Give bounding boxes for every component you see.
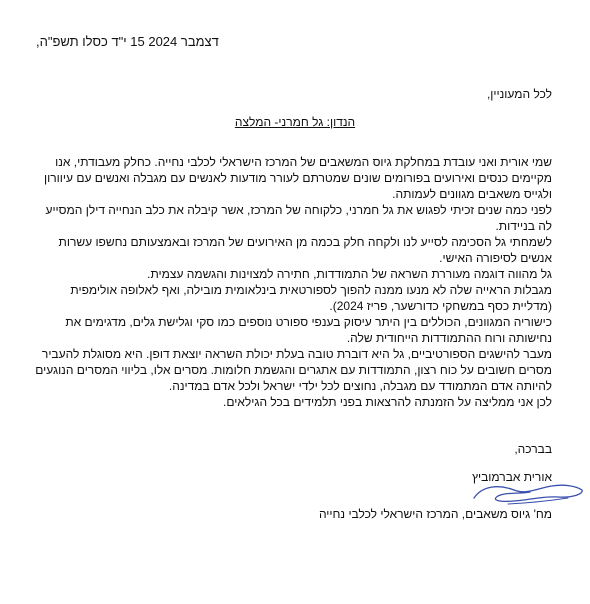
body-paragraph: כישוריה המגוונים, הכוללים בין היתר עיסוק בענפי ספורט נוספים כמו סקי וגלישת גלים, מדגימים את נחישותה ורוח ההתמודדות הייחודית שלה. [65, 315, 552, 345]
signer-name: אורית אברמוביץ [471, 470, 552, 484]
handwritten-signature [468, 476, 588, 510]
letter-date [0, 34, 590, 50]
date-hebrew: י"ד כסלו תשפ"ה, [36, 34, 127, 49]
closing-line: בברכה, [514, 442, 552, 456]
body-paragraph: לכן אני ממליצה על הזמנתה להרצאות בפני תלמידים בכל הגילאים. [223, 395, 552, 409]
body-paragraph: לפני כמה שנים זכיתי לפגוש את גל חמרני, כלקוחה של המרכז, אשר קיבלה את כלב הנחייה דילן המסייע לה בניידות. [45, 203, 552, 233]
body-paragraph: גל מהווה דוגמה מעוררת השראה של התמודדות, חתירה למצוינות והגשמה עצמית. [147, 267, 552, 281]
subject-line: הנדון: גל חמרני- המלצה [234, 115, 356, 129]
letter-body [30, 154, 552, 410]
body-paragraph: שמי אורית ואני עובדת במחלקת גיוס המשאבים של המרכז הישראלי לכלבי נחייה. כחלק מעבודתי, אנו מקיימים כנסים ואירועים בפורומים שונים שמטרתם לעורר מודעות לאנשים עם מגבלה ואנשים עם עיוורון ולגייס משאבים מגוונים לעמותה. [44, 155, 552, 201]
body-paragraph: מעבר להישגים הספורטיביים, גל היא דוברת טובה בעלת יכולת השראה יוצאת דופן. היא מסוגלת להעביר מסרים חשובים על כוח רצון, התמודדות עם אתגרים והגשמת חלומות. מסרים אלו, בליווי המסרים הנוגעים להיותה אדם המתמודד עם מגבלה, נחוצים לכל ילדי ישראל ולכל אדם במדינה. [35, 347, 552, 393]
body-paragraph: לשמחתי גל הסכימה לסייע לנו ולקחה חלק בכמה מן האירועים של המרכז ובאמצעותם נחשפו עשרות אנשים לסיפורה האישי. [58, 235, 552, 265]
body-paragraph: מגבלות הראייה שלה לא מנעו ממנה להפוך לספורטאית בינלאומית מובילה, ואף לאלופה אולימפית (מדליית כסף במשחקי כדורשער, פריז 2024). [70, 283, 552, 313]
recipient-line: לכל המעוניין, [486, 87, 552, 101]
signer-title: מח' גיוס משאבים, המרכז הישראלי לכלבי נחייה [318, 507, 552, 521]
date-gregorian: 15 דצמבר 2024 [130, 34, 219, 49]
